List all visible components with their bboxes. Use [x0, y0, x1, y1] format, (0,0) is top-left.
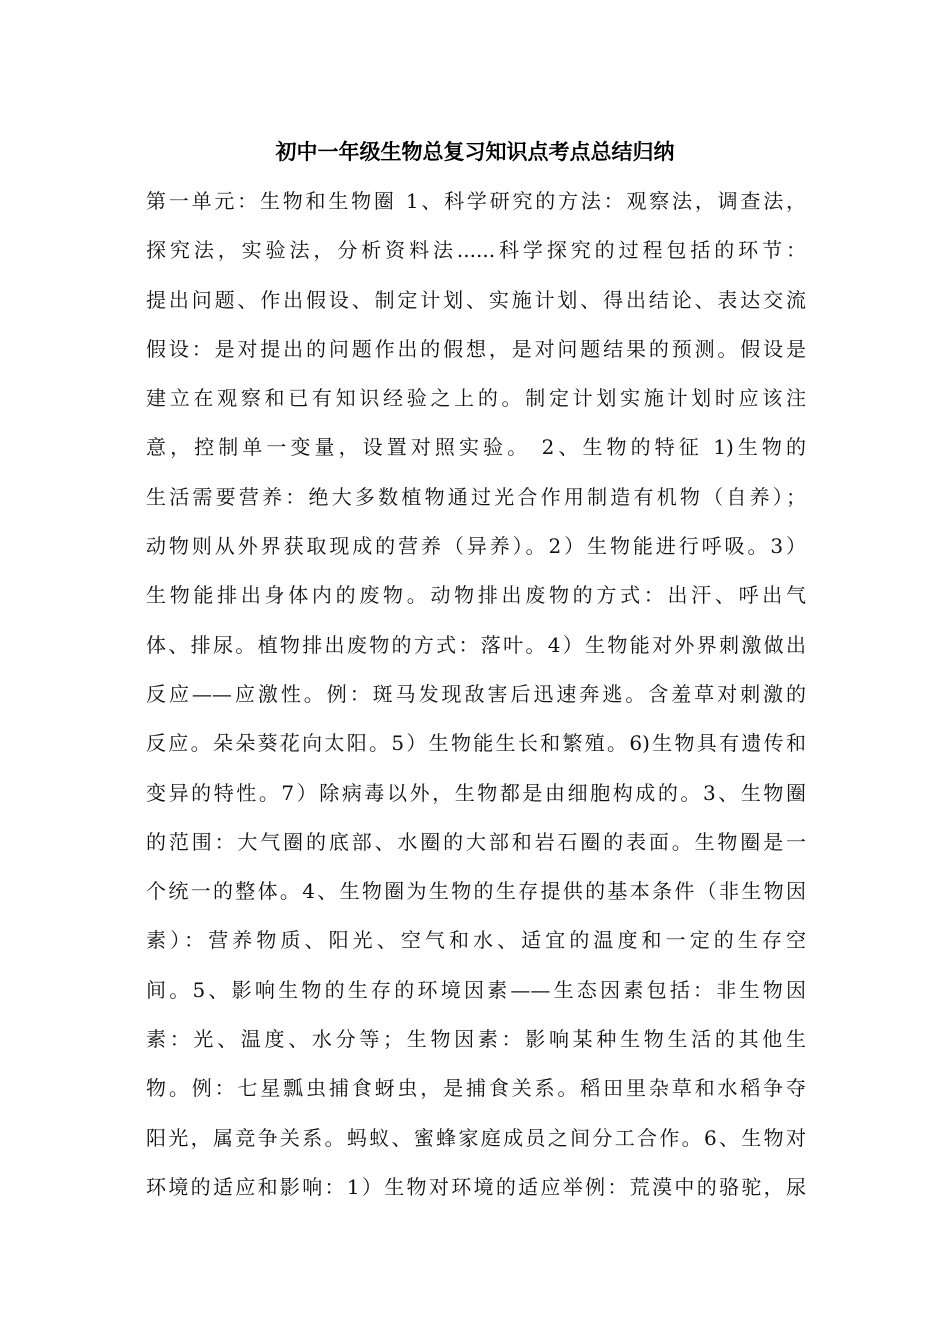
body-line: 反应。朵朵葵花向太阳。5）生物能生长和繁殖。6)生物具有遗传和	[146, 731, 806, 756]
body-line: 物。例：七星瓢虫捕食蚜虫，是捕食关系。稻田里杂草和水稻争夺	[146, 1076, 806, 1101]
body-line: 假设：是对提出的问题作出的假想，是对问题结果的预测。假设是	[146, 336, 806, 361]
body-line: 提出问题、作出假设、制定计划、实施计划、得出结论、表达交流	[146, 287, 806, 312]
body-line: 探究法，实验法，分析资料法......科学探究的过程包括的环节：	[146, 238, 806, 263]
document-title: 初中一年级生物总复习知识点考点总结归纳	[275, 140, 675, 164]
body-line: 变异的特性。7）除病毒以外，生物都是由细胞构成的。3、生物圈	[146, 780, 806, 805]
body-line: 的范围：大气圈的底部、水圈的大部和岩石圈的表面。生物圈是一	[146, 829, 806, 854]
body-line: 素）：营养物质、阳光、空气和水、适宜的温度和一定的生存空	[146, 928, 806, 953]
body-line: 环境的适应和影响：1）生物对环境的适应举例：荒漠中的骆驼，尿	[146, 1174, 806, 1199]
body-line: 建立在观察和已有知识经验之上的。制定计划实施计划时应该注	[146, 386, 806, 411]
body-line: 意，控制单一变量，设置对照实验。 2、生物的特征 1)生物的	[146, 435, 806, 460]
body-line: 动物则从外界获取现成的营养（异养）。2）生物能进行呼吸。3）	[146, 534, 806, 559]
body-line: 阳光，属竞争关系。蚂蚁、蜜蜂家庭成员之间分工合作。6、生物对	[146, 1125, 806, 1150]
body-line: 生活需要营养：绝大多数植物通过光合作用制造有机物（自养）；	[146, 484, 806, 509]
body-line: 反应——应激性。例：斑马发现敌害后迅速奔逃。含羞草对刺激的	[146, 681, 806, 706]
body-line: 个统一的整体。4、生物圈为生物的生存提供的基本条件（非生物因	[146, 879, 806, 904]
body-line: 体、排尿。植物排出废物的方式：落叶。4）生物能对外界刺激做出	[146, 632, 806, 657]
body-line: 第一单元：生物和生物圈 1、科学研究的方法：观察法，调查法，	[146, 189, 806, 213]
body-line: 间。5、影响生物的生存的环境因素——生态因素包括：非生物因	[146, 977, 806, 1002]
document-body	[146, 181, 806, 1216]
body-line: 生物能排出身体内的废物。动物排出废物的方式：出汗、呼出气	[146, 583, 806, 608]
body-line: 素：光、温度、水分等；生物因素：影响某种生物生活的其他生	[146, 1027, 806, 1052]
